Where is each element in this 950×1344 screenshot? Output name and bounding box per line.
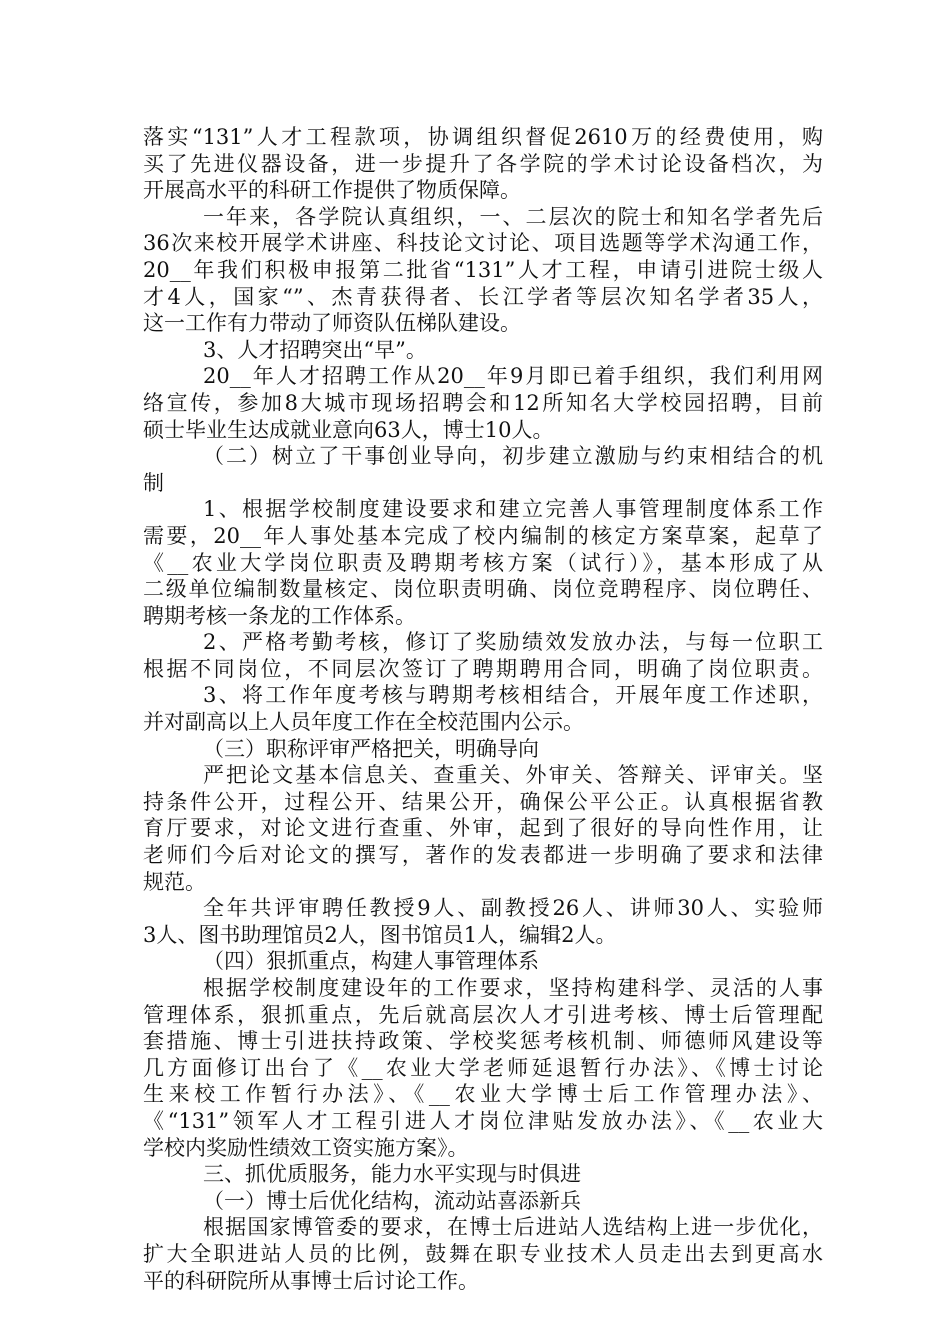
- text-line: 3、将工作年度考核与聘期考核相结合，开展年度工作述职，: [203, 683, 823, 708]
- text-line: 三、抓优质服务，能力水平实现与时俱进: [203, 1162, 581, 1187]
- text-line: 一年来，各学院认真组织，一、二层次的院士和知名学者先后: [203, 204, 823, 229]
- text-line: 开展高水平的科研工作提供了物质保障。: [143, 178, 521, 203]
- text-line: （三）职称评审严格把关，明确导向: [203, 736, 539, 761]
- text-line: 制: [143, 470, 164, 495]
- text-line: 才4人，国家“”、杰青获得者、长江学者等层次知名学者35人，: [143, 284, 823, 309]
- text-line: 套措施、博士引进扶持政策、学校奖惩考核机制、师德师风建设等: [143, 1029, 823, 1054]
- text-line: 3人、图书助理馆员2人，图书馆员1人，编辑2人。: [143, 922, 617, 947]
- text-line: 20__年我们积极申报第二批省“131”人才工程，申请引进院士级人: [143, 257, 823, 282]
- text-line: 2、严格考勤考核，修订了奖励绩效发放办法，与每一位职工: [203, 630, 823, 655]
- text-line: （一）博士后优化结构，流动站喜添新兵: [203, 1188, 581, 1213]
- text-line: 严把论文基本信息关、查重关、外审关、答辩关、评审关。坚: [203, 763, 823, 788]
- text-line: 20__年人才招聘工作从20__年9月即已着手组织，我们利用网: [203, 364, 823, 389]
- text-line: 根据不同岗位，不同层次签订了聘期聘用合同，明确了岗位职责。: [143, 656, 823, 681]
- text-line: 并对副高以上人员年度工作在全校范围内公示。: [143, 710, 584, 735]
- text-line: 学校内奖励性绩效工资实施方案》。: [143, 1135, 469, 1160]
- text-line: （二）树立了干事创业导向，初步建立激励与约束相结合的机: [203, 444, 823, 469]
- text-line: 《“131”领军人才工程引进人才岗位津贴发放办法》、《__农业大: [143, 1108, 823, 1133]
- text-line: 平的科研院所从事博士后讨论工作。: [143, 1268, 479, 1293]
- text-line: 需要，20__年人事处基本完成了校内编制的核定方案草案，起草了: [143, 523, 823, 548]
- text-line: 老师们今后对论文的撰写，著作的发表都进一步明确了要求和法律: [143, 843, 823, 868]
- text-line: 全年共评审聘任教授9人、副教授26人、讲师30人、实验师: [203, 896, 823, 921]
- text-line: 落实“131”人才工程款项，协调组织督促2610万的经费使用，购: [143, 125, 823, 149]
- text-line: 这一工作有力带动了师资队伍梯队建设。: [143, 311, 521, 336]
- text-line: 络宣传，参加8大城市现场招聘会和12所知名大学校园招聘，目前: [143, 390, 823, 415]
- text-line: 持条件公开，过程公开、结果公开，确保公平公正。认真根据省教: [143, 789, 823, 814]
- text-line: （四）狠抓重点，构建人事管理体系: [203, 949, 539, 974]
- text-line: 根据学校制度建设年的工作要求，坚持构建科学、灵活的人事: [203, 976, 823, 1000]
- text-line: 二级单位编制数量核定、岗位职责明确、岗位竞聘程序、岗位聘任、: [143, 577, 823, 602]
- text-line: 3、人才招聘突出“早”。: [203, 337, 427, 362]
- text-line: 36次来校开展学术讲座、科技论文讨论、项目选题等学术沟通工作，: [143, 231, 823, 256]
- text-line: 《__农业大学岗位职责及聘期考核方案（试行）》，基本形成了从: [143, 550, 823, 575]
- text-line: 生来校工作暂行办法》、《__农业大学博士后工作管理办法》、: [143, 1082, 823, 1107]
- text-line: 聘期考核一条龙的工作体系。: [143, 603, 416, 628]
- text-line: 1、根据学校制度建设要求和建立完善人事管理制度体系工作: [203, 497, 823, 522]
- text-line: 根据国家博管委的要求，在博士后进站人选结构上进一步优化，: [203, 1215, 823, 1240]
- text-line: 几方面修订出台了《__农业大学老师延退暂行办法》、《博士讨论: [143, 1055, 823, 1080]
- document-body: [143, 124, 823, 1294]
- text-line: 硕士毕业生达成就业意向63人，博士10人。: [143, 417, 554, 442]
- text-line: 管理体系，狠抓重点，先后就高层次人才引进考核、博士后管理配: [143, 1002, 823, 1027]
- text-line: 规范。: [143, 869, 206, 894]
- text-line: 买了先进仪器设备，进一步提升了各学院的学术讨论设备档次，为: [143, 151, 823, 176]
- text-line: 扩大全职进站人员的比例，鼓舞在职专业技术人员走出去到更高水: [143, 1241, 823, 1266]
- text-line: 育厅要求，对论文进行查重、外审，起到了很好的导向性作用，让: [143, 816, 823, 841]
